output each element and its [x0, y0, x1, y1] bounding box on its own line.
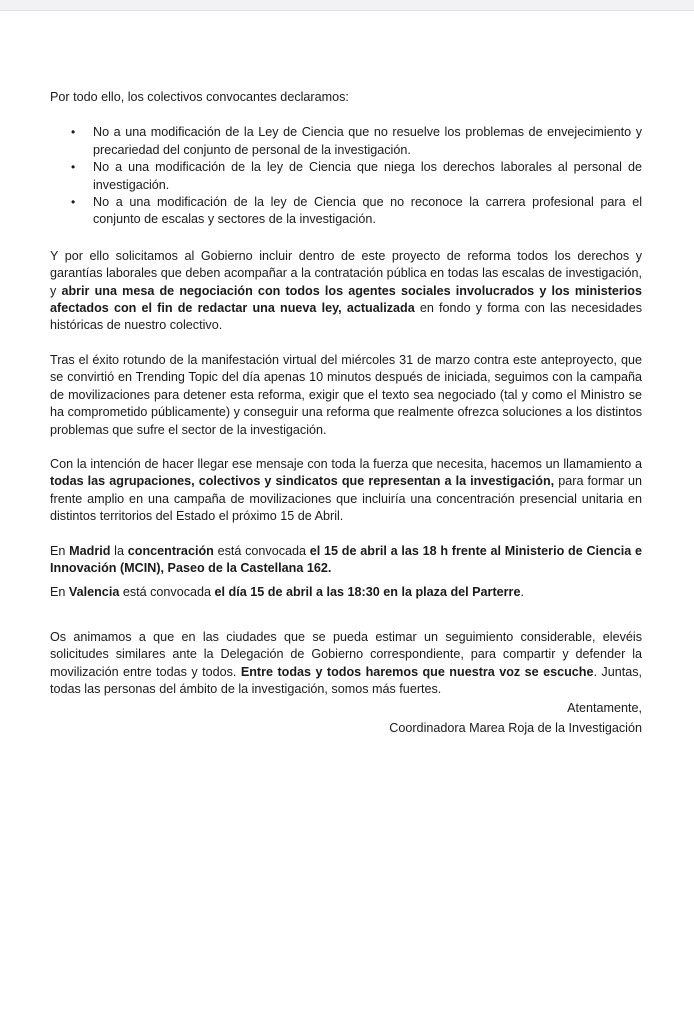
list-item — [71, 124, 642, 159]
list-item — [71, 159, 642, 194]
madrid-text: En — [50, 543, 70, 558]
madrid-concentration: concentración — [127, 543, 214, 558]
encouragement-text-end: . Juntas, todas las personas del ámbito de la investigación, somos más fuertes. — [50, 664, 643, 696]
request-text-end: en fondo y forma con las necesidades históricas de nuestro colectivo. — [50, 301, 643, 333]
closing-line: Atentamente, — [567, 701, 642, 716]
document-page — [50, 89, 642, 738]
intro-paragraph: Por todo ello, los colectivos convocantes declaramos: — [50, 90, 349, 104]
madrid-text-2: la — [110, 543, 128, 558]
signature-line: Coordinadora Marea Roja de la Investigación — [389, 721, 642, 736]
declaration-text: No a una modificación de la ley de Ciencia que no reconoce la carrera profesional para el conjunto de escalas y sectores de la investigación. — [93, 195, 642, 227]
call-text-end: para formar un frente amplio en una campaña de movilizaciones que incluiría una concentración presencial unitaria en distintos territorios del Estado el próximo 15 de Abril. — [50, 474, 642, 524]
encouragement-emphasis: Entre todas y todos haremos que nuestra voz se escuche — [240, 664, 594, 679]
madrid-text-3: está convocada — [213, 543, 310, 558]
declarations-list — [50, 124, 642, 228]
madrid-details: el 15 de abril a las 18 h frente al Ministerio de Ciencia e Innovación (MCIN), Paseo de la Castellana 162. — [50, 543, 643, 575]
madrid-city: Madrid — [69, 543, 111, 558]
valencia-city: Valencia — [68, 585, 120, 600]
campaign-paragraph: Tras el éxito rotundo de la manifestación virtual del miércoles 31 de marzo contra este anteproyecto, que se convirtió en Trending Topic del día apenas 10 minutos después de iniciada, seguimos con la campaña de movilizaciones para detener esta reforma, exigir que el texto sea negociado (tal y como el Ministro se ha comprometido públicamente) y conseguir una reforma que realmente ofrezca soluciones a los distintos problemas que sufre el sector de la investigación. — [50, 352, 642, 437]
valencia-paragraph — [50, 584, 642, 601]
valencia-text: En — [50, 585, 69, 600]
bullet-icon: • — [71, 195, 76, 210]
declaration-text: No a una modificación de la ley de Ciencia que niega los derechos laborales al personal de investigación. — [93, 160, 642, 192]
request-text: Y por ello solicitamos al Gobierno incluir dentro de este proyecto de reforma todos los derechos y garantías laborales que deben acompañar a la contratación pública en todas las escalas de investigación, y — [50, 248, 642, 298]
viewer-top-bar — [0, 0, 694, 11]
request-paragraph — [50, 248, 642, 335]
valencia-details: el día 15 de abril a las 18:30 en la plaza del Parterre — [214, 585, 521, 600]
encouragement-paragraph — [50, 629, 642, 699]
valencia-text-end: . — [520, 585, 524, 600]
bullet-icon: • — [71, 160, 76, 175]
bullet-icon: • — [71, 125, 76, 140]
request-emphasis: abrir una mesa de negociación con todos los agentes sociales involucrados y los ministerios afectados con el fin de redactar una nueva ley, actualizada — [50, 283, 643, 316]
declaration-text: No a una modificación de la Ley de Ciencia que no resuelve los problemas de envejecimiento y precariedad del conjunto de personal de la investigación. — [93, 125, 642, 157]
call-paragraph — [50, 456, 642, 526]
list-item — [71, 194, 642, 229]
madrid-paragraph — [50, 543, 642, 578]
valencia-text-2: está convocada — [119, 585, 215, 600]
call-emphasis: todas las agrupaciones, colectivos y sindicatos que representan a la investigación, — [50, 474, 555, 489]
encouragement-text: Os animamos a que en las ciudades que se pueda estimar un seguimiento considerable, elevéis solicitudes similares ante la Delegación de Gobierno correspondiente, para compartir y defender la movilización entre todas y todos. — [50, 629, 642, 679]
call-text: Con la intención de hacer llegar ese mensaje con toda la fuerza que necesita, hacemos un llamamiento a — [50, 456, 642, 471]
